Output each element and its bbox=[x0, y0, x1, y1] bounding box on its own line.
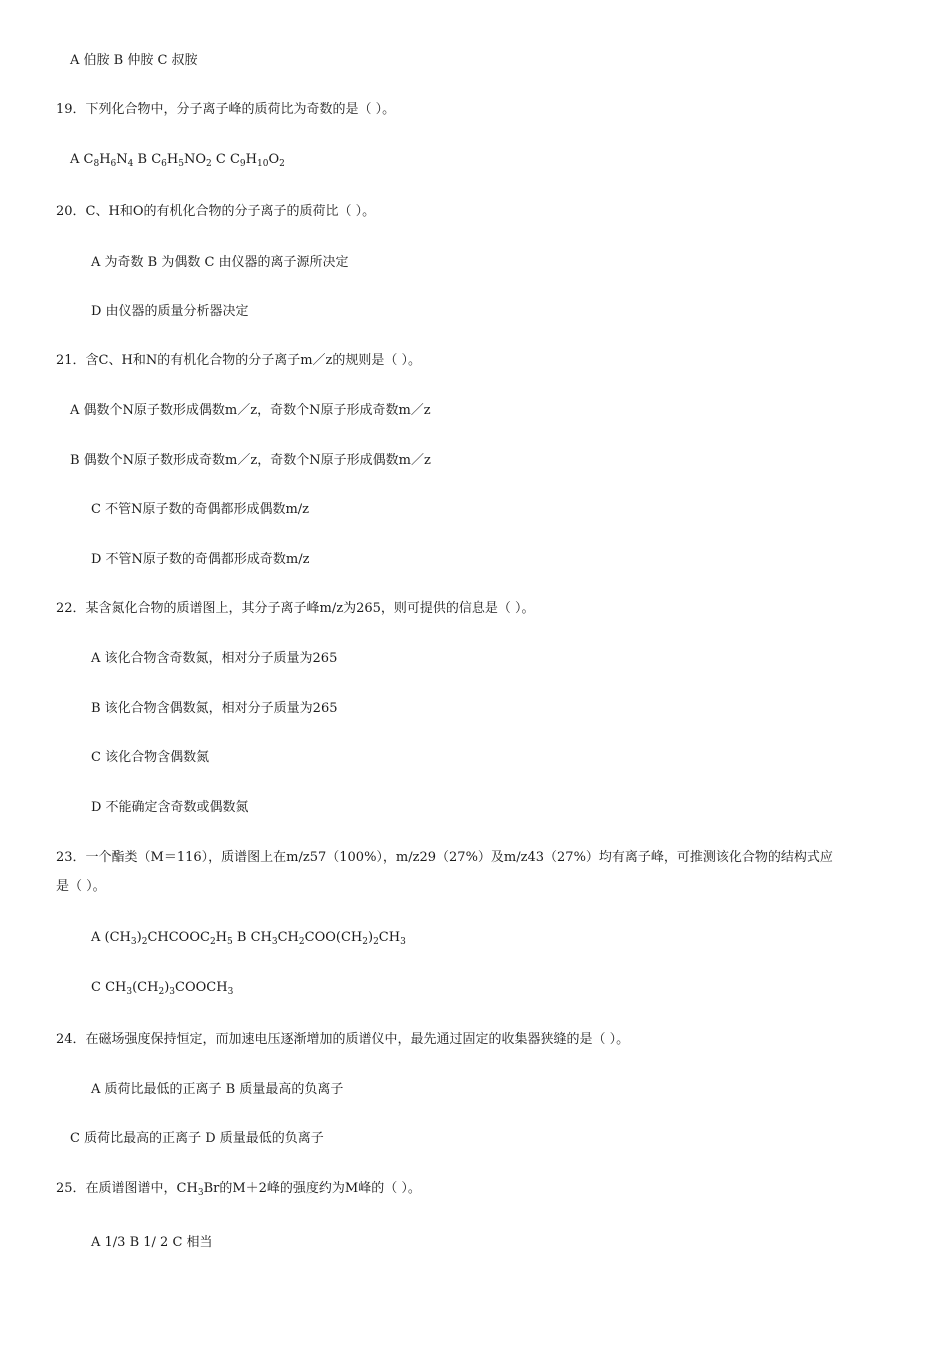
text-line-l20 bbox=[91, 979, 233, 997]
text-line-l7: 21．含C、H和N的有机化合物的分子离子m／z的规则是（ ）。 bbox=[56, 353, 422, 368]
text-segment: ) bbox=[164, 980, 170, 995]
subscript: 2 bbox=[141, 937, 148, 947]
text-segment: N bbox=[116, 152, 128, 167]
subscript: 3 bbox=[227, 987, 234, 997]
text-segment: O bbox=[268, 152, 280, 167]
subscript: 3 bbox=[271, 937, 278, 947]
text-segment: C CH bbox=[91, 980, 127, 995]
text-line-l5: A 为奇数 B 为偶数 C 由仪器的离子源所决定 bbox=[91, 255, 349, 270]
text-segment: B C bbox=[133, 152, 162, 167]
text-line-l22: A 质荷比最低的正离子 B 质量最高的负离子 bbox=[91, 1082, 344, 1097]
text-line-l16: D 不能确定含奇数或偶数氮 bbox=[91, 800, 249, 815]
subscript: 9 bbox=[239, 159, 246, 169]
subscript: 2 bbox=[373, 937, 379, 947]
text-line-l4: 20．C、H和O的有机化合物的分子离子的质荷比（ ）。 bbox=[56, 204, 376, 219]
text-line-l1: A 伯胺 B 仲胺 C 叔胺 bbox=[70, 53, 198, 68]
text-line-l18: 是（ ）。 bbox=[56, 879, 106, 894]
text-line-l9: B 偶数个N原子数形成奇数m／z，奇数个N原子形成偶数m／z bbox=[70, 453, 431, 468]
subscript: 3 bbox=[130, 937, 137, 947]
subscript: 2 bbox=[209, 937, 216, 947]
text-line-l3 bbox=[70, 151, 285, 169]
text-line-l13: A 该化合物含奇数氮，相对分子质量为265 bbox=[91, 651, 338, 666]
text-segment: ) bbox=[136, 930, 142, 945]
text-segment: CHCOOC bbox=[147, 930, 210, 945]
text-segment: C C bbox=[211, 152, 240, 167]
text-line-l11: D 不管N原子数的奇偶都形成奇数m/z bbox=[91, 552, 310, 567]
text-segment: A (CH bbox=[91, 930, 131, 945]
text-line-l17: 23．一个酯类（M＝116），质谱图上在m/z57（100%），m/z29（27%）及m/z43（27%）均有离子峰，可推测该化合物的结构式应 bbox=[56, 850, 833, 865]
text-segment: COO(CH bbox=[304, 930, 363, 945]
subscript: 2 bbox=[362, 937, 368, 947]
text-segment: NO bbox=[183, 152, 207, 167]
text-segment: Br的M＋2峰的强度约为M峰的（ ）。 bbox=[203, 1181, 421, 1196]
text-line-l14: B 该化合物含偶数氮，相对分子质量为265 bbox=[91, 701, 338, 716]
text-line-l2: 19．下列化合物中，分子离子峰的质荷比为奇数的是（ ）。 bbox=[56, 102, 396, 117]
text-line-l12: 22．某含氮化合物的质谱图上，其分子离子峰m/z为265，则可提供的信息是（ ）。 bbox=[56, 601, 535, 616]
text-line-l6: D 由仪器的质量分析器决定 bbox=[91, 304, 249, 319]
subscript: 3 bbox=[400, 937, 406, 947]
subscript: 3 bbox=[169, 987, 176, 997]
text-segment: CH bbox=[378, 930, 401, 945]
subscript: 8 bbox=[93, 159, 100, 169]
text-segment: B CH bbox=[232, 930, 272, 945]
text-segment: (CH bbox=[132, 980, 159, 995]
text-segment: H bbox=[245, 152, 257, 167]
text-segment: 25．在质谱图谱中，CH bbox=[56, 1181, 198, 1196]
text-segment: H bbox=[99, 152, 111, 167]
text-line-l24 bbox=[56, 1180, 421, 1198]
text-line-l23: C 质荷比最高的正离子 D 质量最低的负离子 bbox=[70, 1131, 324, 1146]
text-segment: A C bbox=[70, 152, 94, 167]
text-line-l25: A 1/3 B 1/ 2 C 相当 bbox=[91, 1235, 213, 1250]
subscript: 10 bbox=[257, 159, 269, 169]
subscript: 4 bbox=[127, 159, 134, 169]
subscript: 2 bbox=[298, 937, 305, 947]
subscript: 5 bbox=[227, 937, 233, 947]
text-line-l8: A 偶数个N原子数形成偶数m／z，奇数个N原子形成奇数m／z bbox=[70, 403, 431, 418]
subscript: 2 bbox=[206, 159, 212, 169]
subscript: 3 bbox=[126, 987, 133, 997]
subscript: 3 bbox=[197, 1188, 204, 1198]
text-segment: H bbox=[166, 152, 179, 167]
text-segment: CH bbox=[277, 930, 299, 945]
text-line-l10: C 不管N原子数的奇偶都形成偶数m/z bbox=[91, 502, 310, 517]
subscript: 5 bbox=[178, 159, 184, 169]
text-segment: H bbox=[215, 930, 228, 945]
subscript: 2 bbox=[158, 987, 165, 997]
text-line-l19 bbox=[91, 929, 406, 947]
text-line-l15: C 该化合物含偶数氮 bbox=[91, 750, 210, 765]
text-line-l21: 24．在磁场强度保持恒定，而加速电压逐渐增加的质谱仪中，最先通过固定的收集器狭缝的是（ ）。 bbox=[56, 1032, 630, 1047]
text-segment: ) bbox=[367, 930, 374, 945]
text-segment: COOCH bbox=[175, 980, 228, 995]
subscript: 6 bbox=[110, 159, 117, 169]
subscript: 6 bbox=[161, 159, 167, 169]
subscript: 2 bbox=[279, 159, 285, 169]
